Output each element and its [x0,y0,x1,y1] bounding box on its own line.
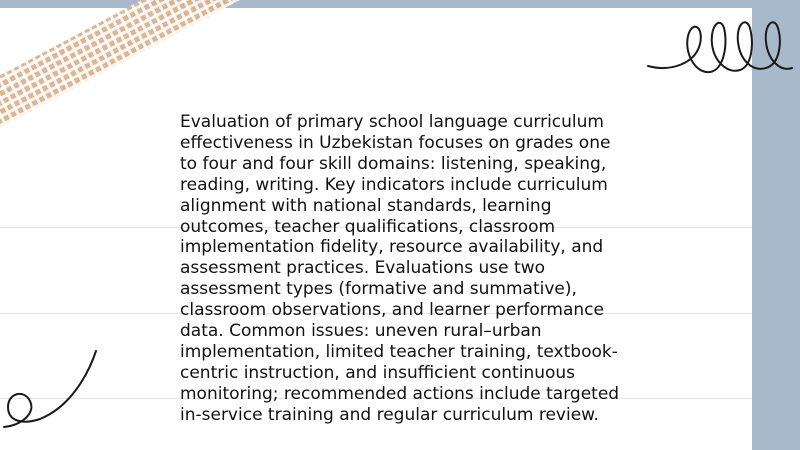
loop-scribble-icon [640,14,800,84]
body-text: Evaluation of primary school language curriculum effectiveness in Uzbekistan focuses on grades one to four and four skill domains: listening, speaking, reading, writing. Key indicators include curriculum alignment with national standards, learning outcomes, teacher qualifications, classroom implementation fidelity, resource availability, and assessment practices. Evaluations use two assessment types (formative and summative), classroom observations, and learner performance data. Common issues: uneven rural–urban implementation, limited teacher training, textbook-centric instruction, and insufficient continuous monitoring; recommended actions include targeted in-service training and regular curriculum review. [180,112,620,425]
loop-scribble-icon [0,345,110,435]
